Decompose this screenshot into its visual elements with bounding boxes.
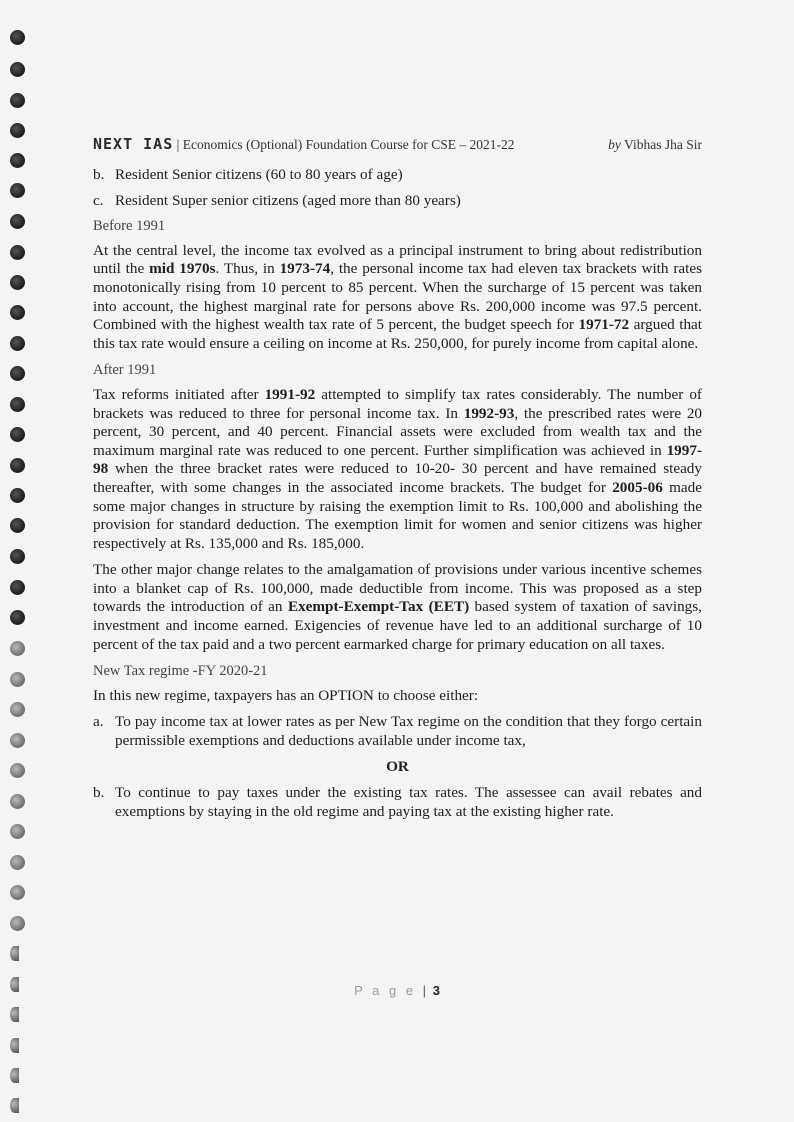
binder-hole [10,855,25,870]
section-heading-after-1991: After 1991 [93,362,157,379]
binder-hole [10,1098,19,1113]
binder-hole [10,824,25,839]
section-heading-new-regime: New Tax regime -FY 2020-21 [93,663,268,680]
bold-run: Exempt-Exempt-Tax (EET) [287,598,470,616]
binder-hole [10,458,25,473]
binder-hole [10,305,25,320]
page-footer [0,983,794,998]
paragraph-after-1991 [93,386,702,553]
binder-holes [0,0,40,1122]
binder-hole [10,916,25,931]
brand-logo: NEXT IAS [93,135,174,153]
binder-hole [10,702,25,717]
list-marker: a. [93,713,104,731]
bold-run: 1971-72 [578,316,630,334]
binder-hole [10,794,25,809]
list-item [93,784,702,821]
bold-run: 1997-98 [93,441,702,478]
text-run: made some major changes in structure by raising the exemption limit to Rs. 100,000 and abolishing the provision for standard deduction. The exemption limit for women and senior citizens was higher respectively at Rs. 135,000 and Rs. 185,000. [93,478,703,552]
author [608,137,702,153]
list-text: To continue to pay taxes under the existing tax rates. The assessee can avail rebates and exemptions by staying in the old regime and paying tax at the existing higher rate. [115,784,702,820]
binder-hole [10,610,25,625]
binder-hole [10,153,25,168]
author-name: Vibhas Jha Sir [620,137,702,152]
binder-hole [10,62,25,77]
bold-run: 1973-74 [279,260,331,278]
binder-hole [10,518,25,533]
list-text: Resident Senior citizens (60 to 80 years of age) [115,166,403,183]
text-run: The other major change relates to the amalgamation of provisions under various incentive schemes into a blanket cap of Rs. 100,000, made deductible from income. This was proposed as a step towards the introduction of an [93,561,702,616]
text-run: , the prescribed rates were 20 percent, 30 percent, and 40 percent. Financial assets were excluded from wealth tax and the maximum marginal rate was reduced to one percent. Further simplification was achieved in [93,404,703,459]
page-separator: | [422,983,427,998]
list-item [93,713,702,750]
binder-hole [10,488,25,503]
bold-run: mid 1970s [149,260,216,278]
binder-hole [10,123,25,138]
binder-hole [10,366,25,381]
bold-run: 1991-92 [264,385,316,403]
binder-hole [10,214,25,229]
page-label: P a g e [354,983,417,998]
binder-hole [10,946,19,961]
binder-hole [10,245,25,260]
header-left [93,135,515,153]
course-title: | Economics (Optional) Foundation Course for CSE – 2021-22 [176,137,515,152]
section-heading-before-1991: Before 1991 [93,218,166,235]
or-separator: OR [386,757,409,775]
binder-hole [10,275,25,290]
binder-hole [10,1007,19,1022]
list-text: To pay income tax at lower rates as per New Tax regime on the condition that they forgo certain permissible exemptions and deductions available under income tax, [115,713,702,750]
binder-hole [10,30,25,45]
binder-hole [10,580,25,595]
bold-run: 1992-93 [463,404,515,422]
text-run: , the personal income tax had eleven tax brackets with rates monotonically rising from 10 percent to 85 percent. When the surcharge of 15 percent was taken into account, the highest marginal rate for persons above Rs. 200,000 income was 97.5 percent. Combined with the highest wealth tax rate of 5 percent, the budget speech for [93,260,702,334]
list-text: Resident Super senior citizens (aged more than 80 years) [115,191,461,209]
text-run: At the central level, the income tax evolved as a principal instrument to bring about redistribution until the [93,241,702,278]
list-item [93,166,702,185]
text-run: attempted to simplify tax rates considerably. The number of brackets was reduced to three for personal income tax. In [93,385,702,422]
paragraph-amalgamation [93,561,702,654]
binder-hole [10,672,25,687]
list-marker: b. [93,784,105,802]
text-run: based system of taxation of savings, investment and income earned. Exigencies of revenue have led to an additional surcharge of 10 percent of the tax paid and a two percent earmarked charge for primary education on all taxes. [93,598,702,653]
binder-hole [10,397,25,412]
binder-hole [10,549,25,564]
page-number: 3 [432,983,440,998]
page-header [93,135,702,153]
list-marker: c. [93,191,104,209]
list-item [93,192,702,211]
paragraph-new-regime-intro: In this new regime, taxpayers has an OPTION to choose either: [93,686,479,704]
bold-run: 2005-06 [612,478,663,496]
text-run: . Thus, in [215,260,280,278]
binder-hole [10,641,25,656]
binder-hole [10,336,25,351]
binder-hole [10,733,25,748]
paragraph-before-1991 [93,242,702,354]
list-marker: b. [93,166,105,183]
text-run: argued that this tax rate would ensure a ceiling on income at Rs. 250,000, for purely income from capital alone. [93,316,702,352]
binder-hole [10,885,25,900]
binder-hole [10,1038,19,1053]
text-run: Tax reforms initiated after [93,385,265,403]
binder-hole [10,1068,19,1083]
author-by: by [608,137,621,152]
text-run: when the three bracket rates were reduced to 10-20- 30 percent and have remained steady thereafter, with some changes in the associated income brackets. The budget for [93,460,702,496]
page-content [93,166,702,828]
binder-hole [10,183,25,198]
binder-hole [10,427,25,442]
binder-hole [10,763,25,778]
binder-hole [10,93,25,108]
